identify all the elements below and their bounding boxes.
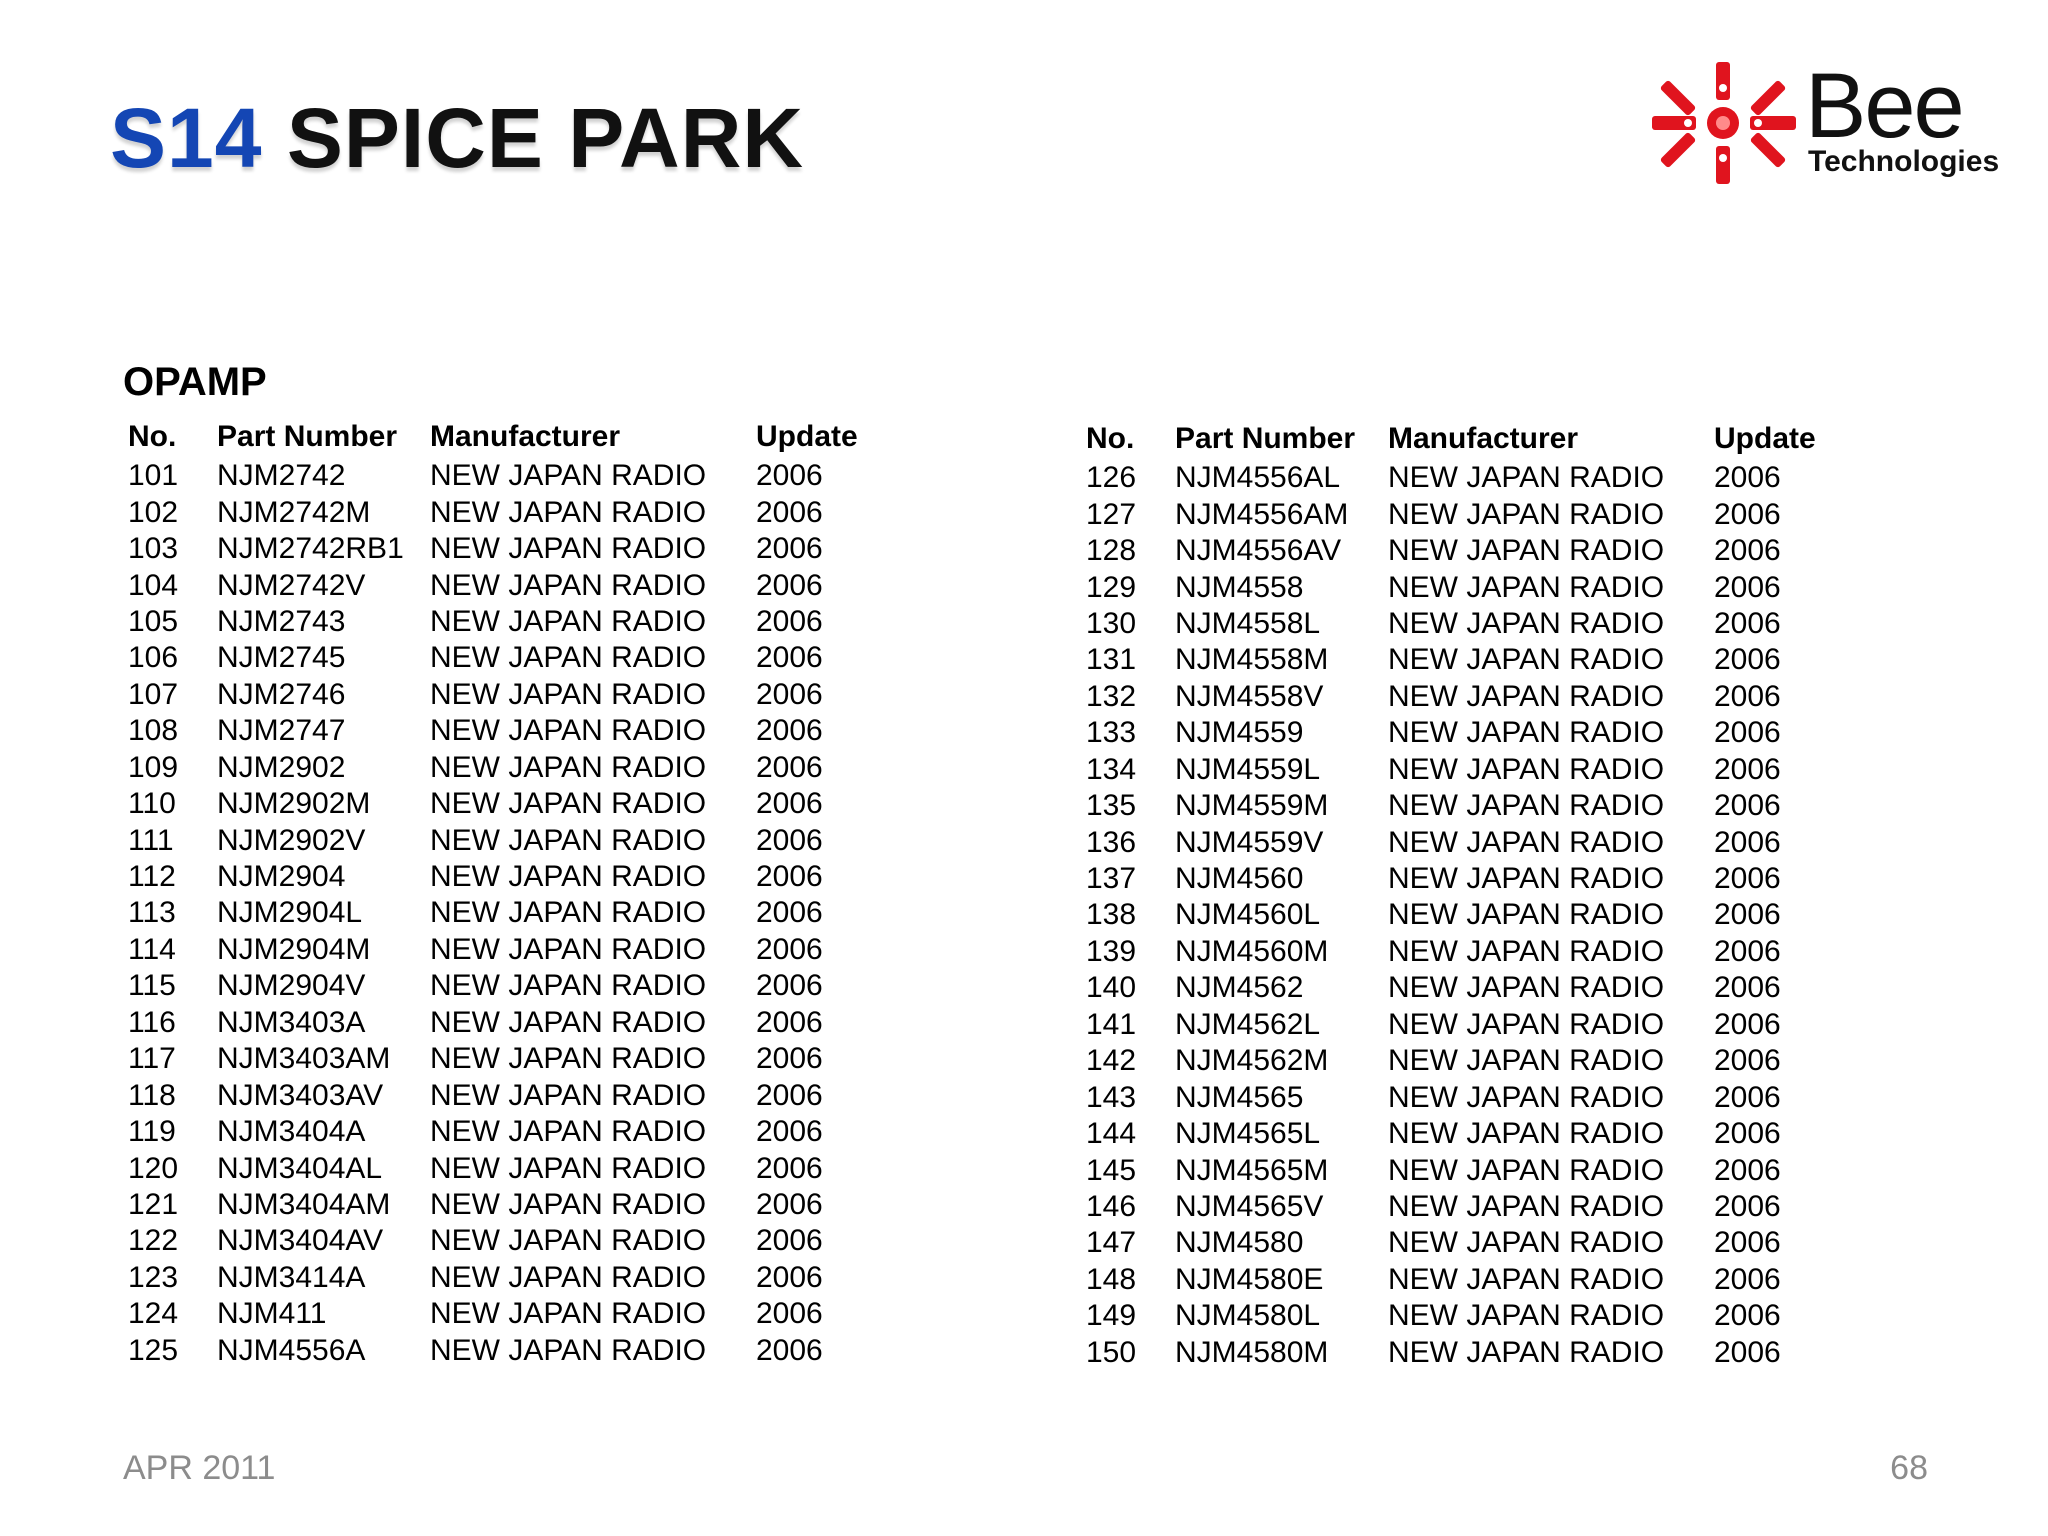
table-row bbox=[128, 1041, 866, 1077]
cell-update: 2006 bbox=[1714, 1226, 1781, 1260]
cell-update: 2006 bbox=[1714, 1007, 1781, 1041]
cell-part-number: NJM3404AV bbox=[217, 1224, 384, 1258]
cell-update: 2006 bbox=[756, 750, 823, 784]
cell-update: 2006 bbox=[1714, 934, 1781, 968]
page-title bbox=[110, 88, 804, 188]
cell-manufacturer: NEW JAPAN RADIO bbox=[430, 495, 707, 529]
cell-manufacturer: NEW JAPAN RADIO bbox=[430, 459, 707, 493]
cell-no: 143 bbox=[1086, 1080, 1137, 1114]
table-row bbox=[128, 1077, 866, 1113]
cell-no: 122 bbox=[128, 1224, 179, 1258]
cell-manufacturer: NEW JAPAN RADIO bbox=[1388, 1080, 1665, 1114]
table-row bbox=[128, 1333, 866, 1369]
cell-part-number: NJM2902 bbox=[217, 750, 346, 784]
cell-part-number: NJM4559V bbox=[1175, 825, 1324, 859]
table-row bbox=[1086, 606, 1824, 642]
table-row bbox=[128, 1187, 866, 1223]
table-row bbox=[128, 640, 866, 676]
cell-no: 108 bbox=[128, 714, 179, 748]
table-row bbox=[1086, 569, 1824, 605]
cell-no: 124 bbox=[128, 1297, 179, 1331]
table-row bbox=[128, 822, 866, 858]
title-accent: S14 bbox=[110, 91, 263, 185]
bee-star-icon bbox=[1650, 58, 1800, 188]
table-row bbox=[1086, 1116, 1824, 1152]
cell-manufacturer: NEW JAPAN RADIO bbox=[1388, 1262, 1665, 1296]
cell-manufacturer: NEW JAPAN RADIO bbox=[1388, 862, 1665, 896]
cell-update: 2006 bbox=[756, 532, 823, 566]
cell-no: 126 bbox=[1086, 461, 1137, 495]
cell-update: 2006 bbox=[1714, 789, 1781, 823]
logo-brand: Bee bbox=[1805, 55, 1963, 157]
cell-manufacturer: NEW JAPAN RADIO bbox=[430, 568, 707, 602]
cell-manufacturer: NEW JAPAN RADIO bbox=[430, 641, 707, 675]
cell-part-number: NJM2904M bbox=[217, 932, 371, 966]
cell-manufacturer: NEW JAPAN RADIO bbox=[1388, 570, 1665, 604]
cell-part-number: NJM4558M bbox=[1175, 643, 1329, 677]
cell-part-number: NJM4580E bbox=[1175, 1262, 1324, 1296]
cell-manufacturer: NEW JAPAN RADIO bbox=[1388, 497, 1665, 531]
cell-part-number: NJM3404AL bbox=[217, 1151, 383, 1185]
cell-update: 2006 bbox=[1714, 461, 1781, 495]
table-row bbox=[1086, 496, 1824, 532]
cell-part-number: NJM4559 bbox=[1175, 716, 1304, 750]
cell-update: 2006 bbox=[756, 604, 823, 638]
cell-manufacturer: NEW JAPAN RADIO bbox=[1388, 934, 1665, 968]
cell-no: 129 bbox=[1086, 570, 1137, 604]
cell-manufacturer: NEW JAPAN RADIO bbox=[1388, 716, 1665, 750]
cell-part-number: NJM2745 bbox=[217, 641, 346, 675]
cell-part-number: NJM2742RB1 bbox=[217, 532, 404, 566]
cell-manufacturer: NEW JAPAN RADIO bbox=[1388, 1189, 1665, 1223]
col-header-no: No. bbox=[128, 420, 177, 453]
cell-no: 139 bbox=[1086, 934, 1137, 968]
cell-update: 2006 bbox=[756, 896, 823, 930]
cell-no: 127 bbox=[1086, 497, 1137, 531]
cell-no: 107 bbox=[128, 677, 179, 711]
cell-update: 2006 bbox=[756, 714, 823, 748]
cell-update: 2006 bbox=[756, 1151, 823, 1185]
cell-manufacturer: NEW JAPAN RADIO bbox=[430, 750, 707, 784]
cell-manufacturer: NEW JAPAN RADIO bbox=[430, 1187, 707, 1221]
table-row bbox=[128, 1223, 866, 1259]
cell-part-number: NJM2904V bbox=[217, 969, 366, 1003]
cell-no: 133 bbox=[1086, 716, 1137, 750]
parts-table-right bbox=[1086, 418, 1824, 1371]
cell-update: 2006 bbox=[1714, 825, 1781, 859]
cell-manufacturer: NEW JAPAN RADIO bbox=[1388, 1299, 1665, 1333]
table-row bbox=[128, 968, 866, 1004]
cell-part-number: NJM2747 bbox=[217, 714, 346, 748]
cell-no: 109 bbox=[128, 750, 179, 784]
cell-update: 2006 bbox=[756, 1260, 823, 1294]
table-row bbox=[1086, 679, 1824, 715]
cell-update: 2006 bbox=[1714, 898, 1781, 932]
table-row bbox=[1086, 970, 1824, 1006]
cell-manufacturer: NEW JAPAN RADIO bbox=[1388, 752, 1665, 786]
cell-part-number: NJM3404AM bbox=[217, 1187, 391, 1221]
cell-manufacturer: NEW JAPAN RADIO bbox=[1388, 1117, 1665, 1151]
table-row bbox=[128, 604, 866, 640]
cell-manufacturer: NEW JAPAN RADIO bbox=[430, 532, 707, 566]
cell-part-number: NJM3404A bbox=[217, 1115, 366, 1149]
table-row bbox=[128, 932, 866, 968]
cell-manufacturer: NEW JAPAN RADIO bbox=[430, 1115, 707, 1149]
cell-part-number: NJM4580 bbox=[1175, 1226, 1304, 1260]
table-row bbox=[1086, 1079, 1824, 1115]
cell-no: 102 bbox=[128, 495, 179, 529]
cell-no: 106 bbox=[128, 641, 179, 675]
cell-no: 128 bbox=[1086, 534, 1137, 568]
col-header-part-number: Part Number bbox=[217, 420, 398, 453]
table-row bbox=[128, 494, 866, 530]
cell-part-number: NJM3403AM bbox=[217, 1042, 391, 1076]
company-logo bbox=[1650, 55, 2000, 188]
cell-no: 123 bbox=[128, 1260, 179, 1294]
table-row bbox=[1086, 1335, 1824, 1371]
cell-update: 2006 bbox=[1714, 1189, 1781, 1223]
cell-part-number: NJM4558L bbox=[1175, 606, 1321, 640]
col-header-no: No. bbox=[1086, 422, 1135, 455]
cell-manufacturer: NEW JAPAN RADIO bbox=[430, 969, 707, 1003]
page-number: 68 bbox=[1890, 1449, 1928, 1487]
cell-update: 2006 bbox=[756, 1224, 823, 1258]
col-header-part-number: Part Number bbox=[1175, 422, 1356, 455]
cell-no: 130 bbox=[1086, 606, 1137, 640]
cell-part-number: NJM2746 bbox=[217, 677, 346, 711]
table-header-row bbox=[1086, 418, 1824, 460]
cell-manufacturer: NEW JAPAN RADIO bbox=[430, 1260, 707, 1294]
cell-manufacturer: NEW JAPAN RADIO bbox=[430, 714, 707, 748]
cell-part-number: NJM4556AV bbox=[1175, 534, 1342, 568]
cell-no: 146 bbox=[1086, 1189, 1137, 1223]
cell-update: 2006 bbox=[756, 969, 823, 1003]
cell-part-number: NJM2742V bbox=[217, 568, 366, 602]
cell-part-number: NJM4556AM bbox=[1175, 497, 1349, 531]
cell-update: 2006 bbox=[1714, 497, 1781, 531]
cell-part-number: NJM3414A bbox=[217, 1260, 366, 1294]
table-row bbox=[128, 1296, 866, 1332]
cell-update: 2006 bbox=[1714, 679, 1781, 713]
cell-no: 110 bbox=[128, 787, 176, 821]
table-row bbox=[1086, 642, 1824, 678]
cell-part-number: NJM2743 bbox=[217, 604, 346, 638]
cell-part-number: NJM4558V bbox=[1175, 679, 1324, 713]
cell-manufacturer: NEW JAPAN RADIO bbox=[1388, 1007, 1665, 1041]
logo-subtitle: Technologies bbox=[1808, 145, 2000, 178]
table-row bbox=[1086, 1225, 1824, 1261]
cell-update: 2006 bbox=[756, 1078, 823, 1112]
cell-no: 136 bbox=[1086, 825, 1137, 859]
cell-no: 111 bbox=[128, 823, 174, 857]
cell-manufacturer: NEW JAPAN RADIO bbox=[430, 896, 707, 930]
cell-update: 2006 bbox=[756, 1115, 823, 1149]
cell-no: 113 bbox=[128, 896, 176, 930]
cell-update: 2006 bbox=[1714, 570, 1781, 604]
cell-no: 142 bbox=[1086, 1044, 1137, 1078]
cell-manufacturer: NEW JAPAN RADIO bbox=[1388, 898, 1665, 932]
cell-update: 2006 bbox=[1714, 643, 1781, 677]
table-row bbox=[1086, 1189, 1824, 1225]
cell-update: 2006 bbox=[1714, 862, 1781, 896]
section-title: OPAMP bbox=[123, 360, 267, 404]
cell-no: 140 bbox=[1086, 971, 1137, 1005]
cell-no: 121 bbox=[128, 1187, 179, 1221]
cell-manufacturer: NEW JAPAN RADIO bbox=[1388, 534, 1665, 568]
col-header-manufacturer: Manufacturer bbox=[1388, 422, 1579, 455]
cell-part-number: NJM4559L bbox=[1175, 752, 1321, 786]
cell-part-number: NJM4562L bbox=[1175, 1007, 1321, 1041]
table-header-row bbox=[128, 416, 866, 458]
cell-part-number: NJM4565L bbox=[1175, 1117, 1321, 1151]
table-row bbox=[1086, 934, 1824, 970]
col-header-update: Update bbox=[1714, 422, 1816, 455]
cell-update: 2006 bbox=[756, 495, 823, 529]
cell-part-number: NJM411 bbox=[217, 1297, 327, 1331]
cell-no: 105 bbox=[128, 604, 179, 638]
cell-part-number: NJM4560 bbox=[1175, 862, 1304, 896]
table-row bbox=[1086, 1152, 1824, 1188]
cell-manufacturer: NEW JAPAN RADIO bbox=[1388, 1335, 1665, 1369]
cell-part-number: NJM4560L bbox=[1175, 898, 1321, 932]
cell-update: 2006 bbox=[756, 568, 823, 602]
cell-manufacturer: NEW JAPAN RADIO bbox=[430, 1224, 707, 1258]
cell-manufacturer: NEW JAPAN RADIO bbox=[1388, 679, 1665, 713]
cell-no: 117 bbox=[128, 1042, 176, 1076]
table-row bbox=[128, 713, 866, 749]
cell-part-number: NJM4580L bbox=[1175, 1299, 1321, 1333]
cell-part-number: NJM2742M bbox=[217, 495, 371, 529]
cell-update: 2006 bbox=[1714, 971, 1781, 1005]
cell-update: 2006 bbox=[1714, 1262, 1781, 1296]
col-header-manufacturer: Manufacturer bbox=[430, 420, 621, 453]
cell-update: 2006 bbox=[756, 1042, 823, 1076]
cell-manufacturer: NEW JAPAN RADIO bbox=[1388, 461, 1665, 495]
table-row bbox=[1086, 861, 1824, 897]
cell-part-number: NJM2902M bbox=[217, 787, 371, 821]
cell-part-number: NJM3403A bbox=[217, 1005, 366, 1039]
cell-part-number: NJM2904 bbox=[217, 860, 346, 894]
cell-no: 101 bbox=[128, 459, 179, 493]
cell-manufacturer: NEW JAPAN RADIO bbox=[430, 1333, 707, 1367]
cell-no: 149 bbox=[1086, 1299, 1137, 1333]
cell-part-number: NJM2904L bbox=[217, 896, 363, 930]
cell-no: 131 bbox=[1086, 643, 1137, 677]
cell-update: 2006 bbox=[756, 1297, 823, 1331]
cell-manufacturer: NEW JAPAN RADIO bbox=[430, 860, 707, 894]
cell-no: 145 bbox=[1086, 1153, 1137, 1187]
cell-manufacturer: NEW JAPAN RADIO bbox=[1388, 1044, 1665, 1078]
cell-part-number: NJM4558 bbox=[1175, 570, 1304, 604]
cell-manufacturer: NEW JAPAN RADIO bbox=[430, 604, 707, 638]
cell-no: 115 bbox=[128, 969, 176, 1003]
col-header-update: Update bbox=[756, 420, 858, 453]
footer-date: APR 2011 bbox=[123, 1449, 276, 1487]
cell-update: 2006 bbox=[1714, 606, 1781, 640]
cell-part-number: NJM4562 bbox=[1175, 971, 1304, 1005]
cell-update: 2006 bbox=[1714, 716, 1781, 750]
cell-update: 2006 bbox=[1714, 1044, 1781, 1078]
cell-no: 104 bbox=[128, 568, 179, 602]
cell-no: 103 bbox=[128, 532, 179, 566]
table-row bbox=[1086, 1298, 1824, 1334]
cell-update: 2006 bbox=[756, 1333, 823, 1367]
cell-update: 2006 bbox=[756, 823, 823, 857]
cell-update: 2006 bbox=[756, 932, 823, 966]
cell-part-number: NJM4559M bbox=[1175, 789, 1329, 823]
cell-no: 114 bbox=[128, 932, 176, 966]
cell-no: 132 bbox=[1086, 679, 1137, 713]
table-row bbox=[128, 677, 866, 713]
cell-no: 116 bbox=[128, 1005, 176, 1039]
cell-manufacturer: NEW JAPAN RADIO bbox=[1388, 643, 1665, 677]
cell-part-number: NJM3403AV bbox=[217, 1078, 384, 1112]
table-row bbox=[1086, 1043, 1824, 1079]
table-row bbox=[128, 859, 866, 895]
table-row bbox=[128, 1260, 866, 1296]
cell-manufacturer: NEW JAPAN RADIO bbox=[430, 677, 707, 711]
table-row bbox=[128, 1114, 866, 1150]
cell-no: 150 bbox=[1086, 1335, 1137, 1369]
cell-manufacturer: NEW JAPAN RADIO bbox=[430, 1297, 707, 1331]
cell-no: 148 bbox=[1086, 1262, 1137, 1296]
cell-no: 120 bbox=[128, 1151, 179, 1185]
cell-no: 119 bbox=[128, 1115, 176, 1149]
table-row bbox=[1086, 533, 1824, 569]
table-row bbox=[1086, 788, 1824, 824]
cell-manufacturer: NEW JAPAN RADIO bbox=[1388, 825, 1665, 859]
cell-update: 2006 bbox=[1714, 752, 1781, 786]
cell-manufacturer: NEW JAPAN RADIO bbox=[430, 1042, 707, 1076]
cell-part-number: NJM2902V bbox=[217, 823, 366, 857]
cell-part-number: NJM4565M bbox=[1175, 1153, 1329, 1187]
parts-table-left bbox=[128, 416, 866, 1369]
cell-manufacturer: NEW JAPAN RADIO bbox=[430, 1151, 707, 1185]
cell-no: 147 bbox=[1086, 1226, 1137, 1260]
cell-update: 2006 bbox=[1714, 534, 1781, 568]
cell-no: 118 bbox=[128, 1078, 176, 1112]
table-row bbox=[1086, 824, 1824, 860]
cell-update: 2006 bbox=[1714, 1335, 1781, 1369]
cell-no: 144 bbox=[1086, 1117, 1137, 1151]
cell-update: 2006 bbox=[756, 677, 823, 711]
cell-update: 2006 bbox=[1714, 1299, 1781, 1333]
cell-no: 141 bbox=[1086, 1007, 1137, 1041]
cell-no: 137 bbox=[1086, 862, 1137, 896]
table-row bbox=[1086, 1007, 1824, 1043]
title-rest: SPICE PARK bbox=[286, 91, 805, 185]
table-row bbox=[128, 786, 866, 822]
table-row bbox=[128, 895, 866, 931]
table-row bbox=[128, 458, 866, 494]
table-row bbox=[128, 750, 866, 786]
cell-part-number: NJM4562M bbox=[1175, 1044, 1329, 1078]
cell-part-number: NJM4560M bbox=[1175, 934, 1329, 968]
cell-no: 138 bbox=[1086, 898, 1137, 932]
cell-manufacturer: NEW JAPAN RADIO bbox=[1388, 971, 1665, 1005]
cell-update: 2006 bbox=[756, 860, 823, 894]
cell-no: 112 bbox=[128, 860, 176, 894]
cell-update: 2006 bbox=[756, 1005, 823, 1039]
table-row bbox=[128, 531, 866, 567]
table-row bbox=[1086, 1262, 1824, 1298]
table-row bbox=[1086, 897, 1824, 933]
cell-update: 2006 bbox=[1714, 1117, 1781, 1151]
cell-update: 2006 bbox=[756, 641, 823, 675]
cell-part-number: NJM2742 bbox=[217, 459, 346, 493]
cell-part-number: NJM4556A bbox=[217, 1333, 366, 1367]
cell-update: 2006 bbox=[756, 1187, 823, 1221]
table-row bbox=[1086, 715, 1824, 751]
cell-update: 2006 bbox=[1714, 1153, 1781, 1187]
cell-update: 2006 bbox=[1714, 1080, 1781, 1114]
cell-manufacturer: NEW JAPAN RADIO bbox=[1388, 1226, 1665, 1260]
cell-manufacturer: NEW JAPAN RADIO bbox=[430, 787, 707, 821]
cell-manufacturer: NEW JAPAN RADIO bbox=[1388, 1153, 1665, 1187]
cell-no: 125 bbox=[128, 1333, 179, 1367]
cell-update: 2006 bbox=[756, 787, 823, 821]
table-row bbox=[128, 1005, 866, 1041]
cell-part-number: NJM4556AL bbox=[1175, 461, 1341, 495]
cell-update: 2006 bbox=[756, 459, 823, 493]
cell-part-number: NJM4565V bbox=[1175, 1189, 1324, 1223]
cell-no: 134 bbox=[1086, 752, 1137, 786]
table-row bbox=[1086, 752, 1824, 788]
cell-manufacturer: NEW JAPAN RADIO bbox=[430, 823, 707, 857]
cell-manufacturer: NEW JAPAN RADIO bbox=[430, 1078, 707, 1112]
cell-no: 135 bbox=[1086, 789, 1137, 823]
cell-manufacturer: NEW JAPAN RADIO bbox=[1388, 606, 1665, 640]
cell-manufacturer: NEW JAPAN RADIO bbox=[1388, 789, 1665, 823]
title-text bbox=[110, 88, 804, 188]
table-row bbox=[1086, 460, 1824, 496]
cell-manufacturer: NEW JAPAN RADIO bbox=[430, 1005, 707, 1039]
table-row bbox=[128, 567, 866, 603]
cell-manufacturer: NEW JAPAN RADIO bbox=[430, 932, 707, 966]
cell-part-number: NJM4565 bbox=[1175, 1080, 1304, 1114]
table-row bbox=[128, 1150, 866, 1186]
cell-part-number: NJM4580M bbox=[1175, 1335, 1329, 1369]
